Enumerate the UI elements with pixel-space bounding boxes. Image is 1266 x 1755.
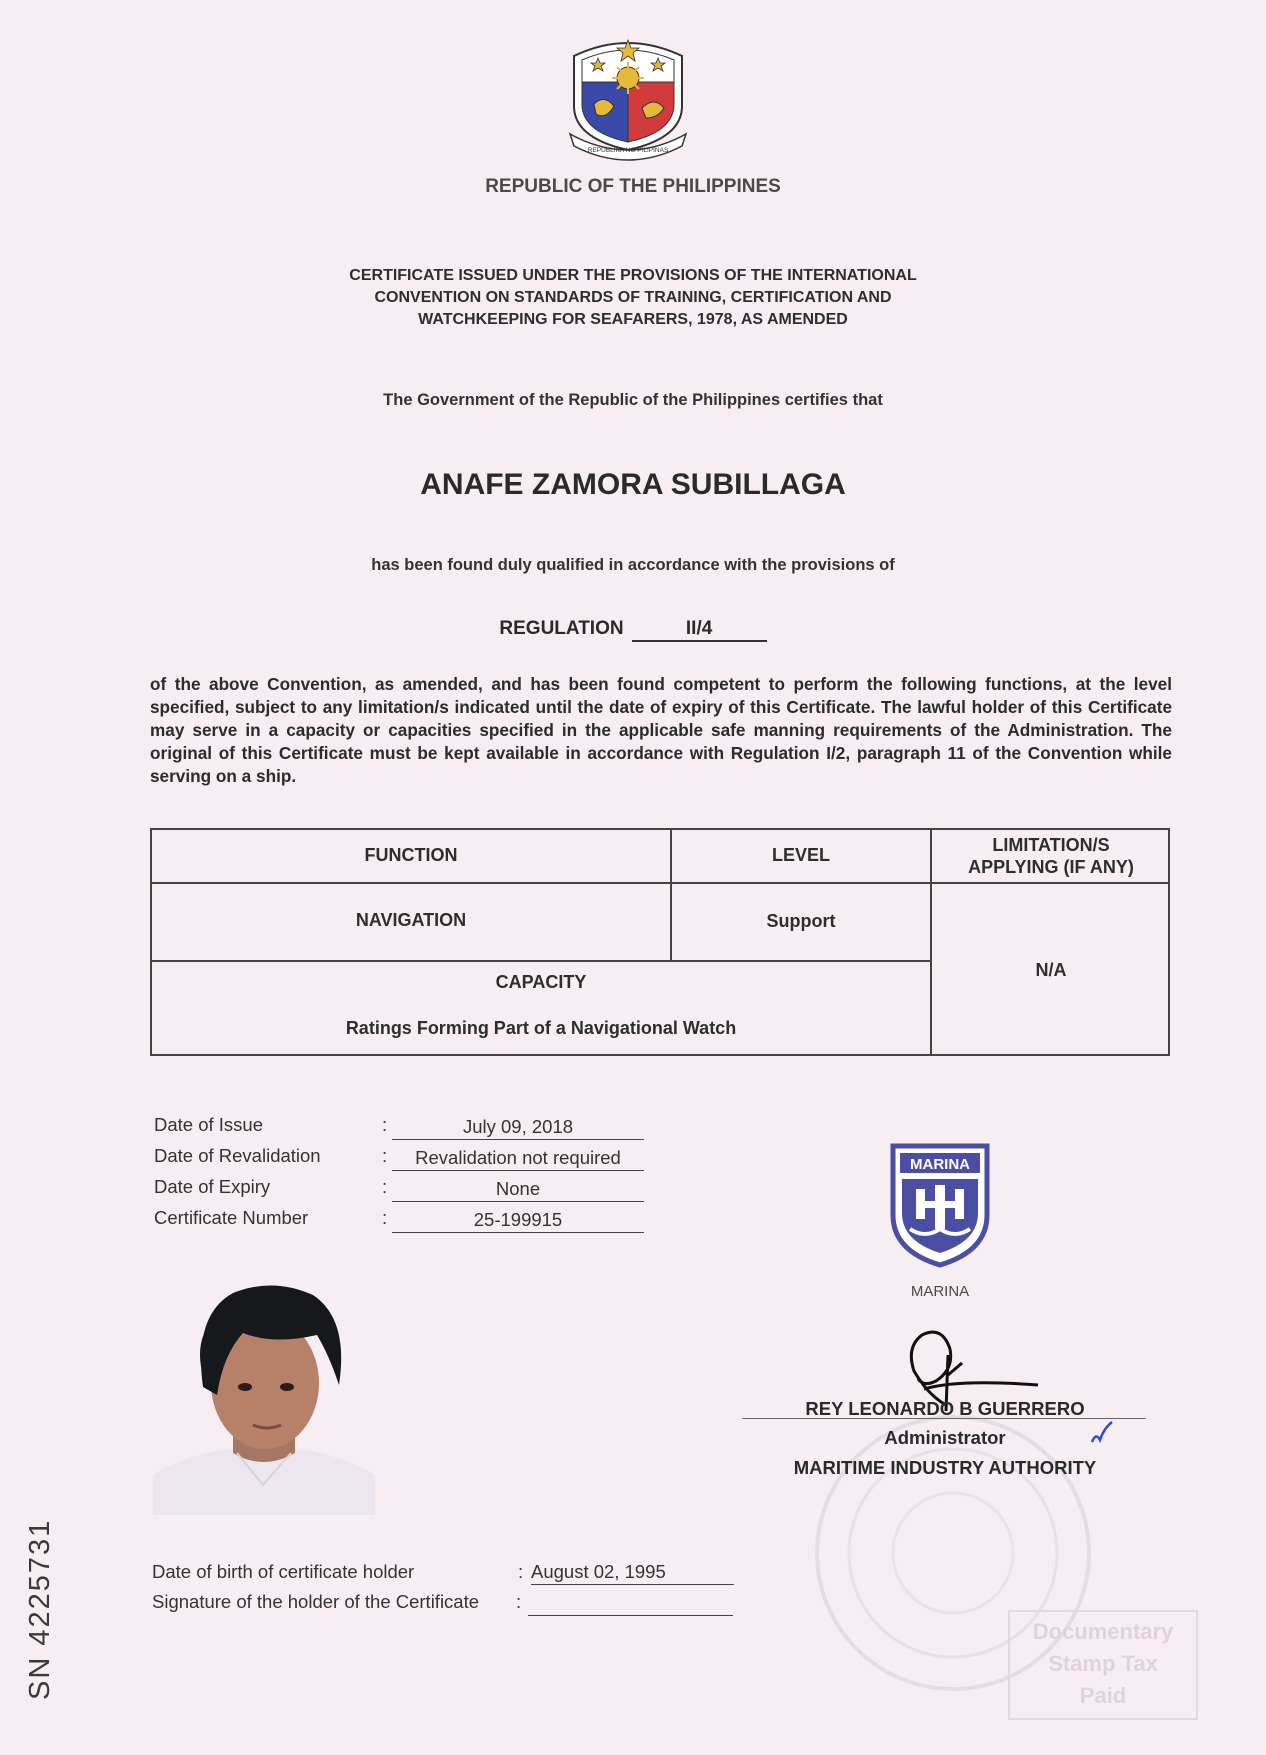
certificate-header-line-3: WATCHKEEPING FOR SEAFARERS, 1978, AS AMENDED — [418, 311, 848, 328]
holder-name: ANAFE ZAMORA SUBILLAGA — [420, 468, 846, 501]
marina-caption: MARINA — [910, 1283, 970, 1300]
stamp-line-1: Documentary — [1032, 1619, 1174, 1644]
administrator-title: Administrator — [884, 1427, 1006, 1448]
table-cell-limitation: N/A — [1035, 960, 1067, 980]
stamp-line-3: Paid — [1079, 1683, 1127, 1708]
date-of-revalidation-label: Date of Revalidation — [154, 1145, 321, 1166]
certificate-number-label: Certificate Number — [154, 1207, 309, 1228]
colon: : — [518, 1561, 524, 1582]
holder-signature-label: Signature of the holder of the Certificate — [152, 1591, 480, 1612]
colon: : — [516, 1591, 522, 1612]
date-of-birth-label: Date of birth of certificate holder — [152, 1561, 415, 1582]
table-header-level: LEVEL — [771, 845, 830, 865]
date-of-issue-value: July 09, 2018 — [392, 1116, 644, 1140]
table-header-function: FUNCTION — [364, 845, 458, 865]
administrator-name: REY LEONARDO B GUERRERO — [805, 1398, 1085, 1419]
holder-photo — [153, 1275, 375, 1515]
table-header-limitations — [932, 834, 1170, 878]
marina-logo-icon — [890, 1143, 990, 1268]
stamp-line-2: Stamp Tax — [1048, 1651, 1158, 1676]
regulation-value: II/4 — [632, 618, 767, 642]
regulation-label: REGULATION — [499, 618, 624, 639]
date-of-revalidation-value: Revalidation not required — [392, 1147, 644, 1171]
table-header-limitations-line-1: LIMITATION/S — [992, 835, 1110, 855]
table-capacity-value: Ratings Forming Part of a Navigational Watch — [345, 1018, 737, 1038]
date-of-expiry-label: Date of Expiry — [154, 1176, 271, 1197]
colon: : — [382, 1145, 388, 1166]
table-divider — [152, 960, 932, 962]
table-divider — [152, 882, 1170, 884]
certificate-number-value: 25-199915 — [392, 1209, 644, 1233]
convention-body-text: of the above Convention, as amended, and has been found competent to perform the following functions, at the level specified, subject to any limitation/s indicated until the date of expiry of this Certificate. The lawful holder of this Certificate may serve in a capacity or capacities specified in the applicable safe manning requirements of the Administration. The original of this Certificate must be kept available in accordance with Regulation I/2, paragraph 11 of the Convention while serving on a ship. — [150, 674, 1172, 786]
colon: : — [382, 1176, 388, 1197]
government-certifies-text: The Government of the Republic of the Philippines certifies that — [383, 391, 883, 409]
table-header-limitations-line-2: APPLYING (IF ANY) — [968, 857, 1134, 877]
initial-mark-icon — [1090, 1420, 1114, 1446]
certificate-header — [0, 265, 1266, 331]
colon: : — [382, 1114, 388, 1135]
seal-ribbon-text: REPUBLIKA NG PILIPINAS — [587, 147, 669, 154]
colon: : — [382, 1207, 388, 1228]
functions-table — [150, 828, 1170, 1056]
certificate-header-line-2: CONVENTION ON STANDARDS OF TRAINING, CERTIFICATION AND — [374, 289, 892, 306]
certificate-header-line-1: CERTIFICATE ISSUED UNDER THE PROVISIONS OF THE INTERNATIONAL — [349, 267, 917, 284]
regulation-line — [0, 618, 1266, 642]
holder-signature-field — [528, 1593, 733, 1616]
philippine-coat-of-arms-icon — [566, 34, 690, 162]
table-cell-function: NAVIGATION — [355, 910, 467, 930]
serial-number: SN 4225731 — [24, 1518, 56, 1700]
date-of-expiry-value: None — [392, 1178, 644, 1202]
documentary-stamp-tax — [1008, 1610, 1198, 1720]
date-of-issue-label: Date of Issue — [154, 1114, 264, 1135]
republic-title: REPUBLIC OF THE PHILIPPINES — [485, 176, 781, 197]
qualified-text: has been found duly qualified in accordance with the provisions of — [371, 556, 895, 574]
table-cell-level: Support — [766, 911, 836, 931]
table-capacity-label: CAPACITY — [495, 972, 587, 992]
administrator-organization: MARITIME INDUSTRY AUTHORITY — [793, 1457, 1097, 1478]
date-of-birth-value: August 02, 1995 — [531, 1561, 734, 1585]
marina-logo-text: MARINA — [910, 1156, 970, 1173]
